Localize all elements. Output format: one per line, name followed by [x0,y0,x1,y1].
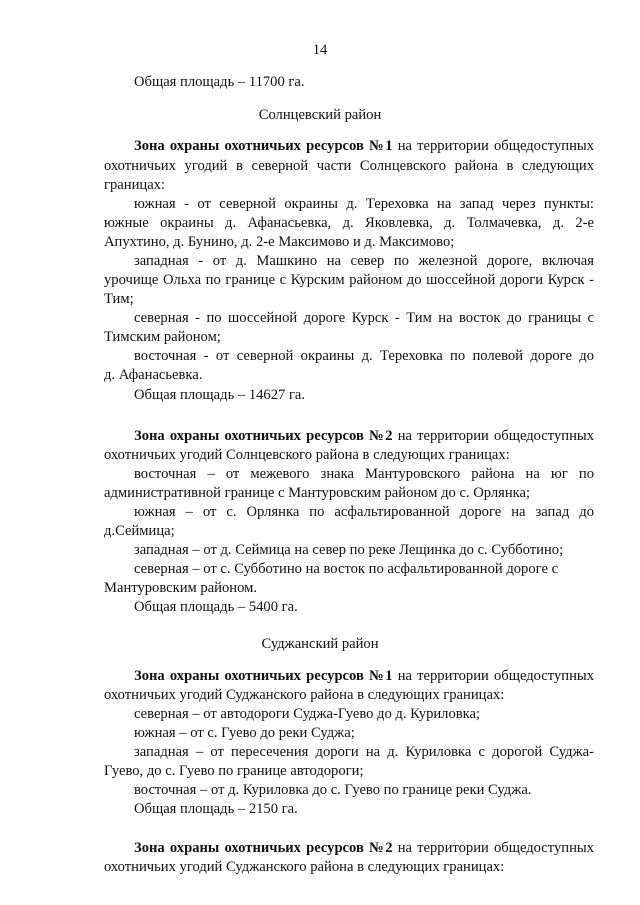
paragraph-line: д. Афанасьевка. [104,367,203,383]
zone-heading-line: Зона охраны охотничьих ресурсов №1 на территории общедоступных [134,138,594,154]
paragraph-line: восточная – от межевого знака Мантуровского района на юг по [134,466,594,482]
total-area: Общая площадь – 5400 га. [134,599,298,615]
zone-title: Зона охраны охотничьих ресурсов №1 [134,668,393,684]
paragraph-line: урочище Ольха по границе с Курским районом до шоссейной дороги Курск - [104,272,594,288]
paragraph-line: северная – от с. Субботино на восток по асфальтированной дороге с [134,561,559,577]
total-area: Общая площадь – 14627 га. [134,387,306,403]
paragraph-line: д.Сеймица; [104,523,175,539]
paragraph-line: восточная – от д. Куриловка до с. Гуево по границе реки Суджа. [134,782,532,798]
paragraph-line: южная – от с. Гуево до реки Суджа; [134,725,355,741]
paragraph-line: административной границе с Мантуровским районом до с. Орлянка; [104,485,531,501]
paragraph-line: Мантуровским районом. [104,580,257,596]
paragraph-line: Апухтино, д. Бунино, д. 2-е Максимово и д. Максимово; [104,234,455,250]
district-heading: Суджанский район [261,636,379,652]
zone-title: Зона охраны охотничьих ресурсов №1 [134,138,393,154]
page-number: 14 [312,42,328,58]
paragraph-line: северная – от автодороги Суджа-Гуево до д. Куриловка; [134,706,481,722]
paragraph-line: охотничьих угодий Суджанского района в следующих границах: [104,687,505,703]
paragraph-line: Тим; [104,291,134,307]
paragraph-line: границах: [104,177,166,193]
paragraph-line: южная – от с. Орлянка по асфальтированной дороге на запад до [134,504,594,520]
paragraph-line: охотничьих угодий Солнцевского района в следующих границах: [104,447,510,463]
paragraph-line: западная - от д. Машкино на север по железной дороге, включая [134,253,594,269]
zone-heading-line: Зона охраны охотничьих ресурсов №2 на территории общедоступных [134,428,594,444]
zone-heading-line: Зона охраны охотничьих ресурсов №1 на территории общедоступных [134,668,594,684]
paragraph-line: южная - от северной окраины д. Тереховка на запад через пункты: [134,196,594,212]
paragraph-line: восточная - от северной окраины д. Тереховка по полевой дороге до [134,348,594,364]
zone-title: Зона охраны охотничьих ресурсов №2 [134,840,393,856]
paragraph-line: южные окраины д. Афанасьевка, д. Яковлевка, д. Толмачевка, д. 2-е [104,215,594,231]
paragraph-line: Гуево, до с. Гуево по границе автодороги; [104,763,364,779]
zone-title: Зона охраны охотничьих ресурсов №2 [134,428,393,444]
paragraph-line: северная - по шоссейной дороге Курск - Тим на восток до границы с [134,310,594,326]
paragraph-line: охотничьих угодий в северной части Солнцевского района в следующих [104,158,594,174]
paragraph-line: западная – от пересечения дороги на д. Куриловка с дорогой Суджа- [134,744,594,760]
zone-heading-line: Зона охраны охотничьих ресурсов №2 на территории общедоступных [134,840,594,856]
total-area: Общая площадь – 11700 га. [134,74,305,90]
total-area: Общая площадь – 2150 га. [134,801,298,817]
district-heading: Солнцевский район [258,107,382,123]
paragraph-line: Тимским районом; [104,329,221,345]
paragraph-line: западная – от д. Сеймица на север по реке Лещинка до с. Субботино; [134,542,564,558]
paragraph-line: охотничьих угодий Суджанского района в следующих границах: [104,859,505,875]
